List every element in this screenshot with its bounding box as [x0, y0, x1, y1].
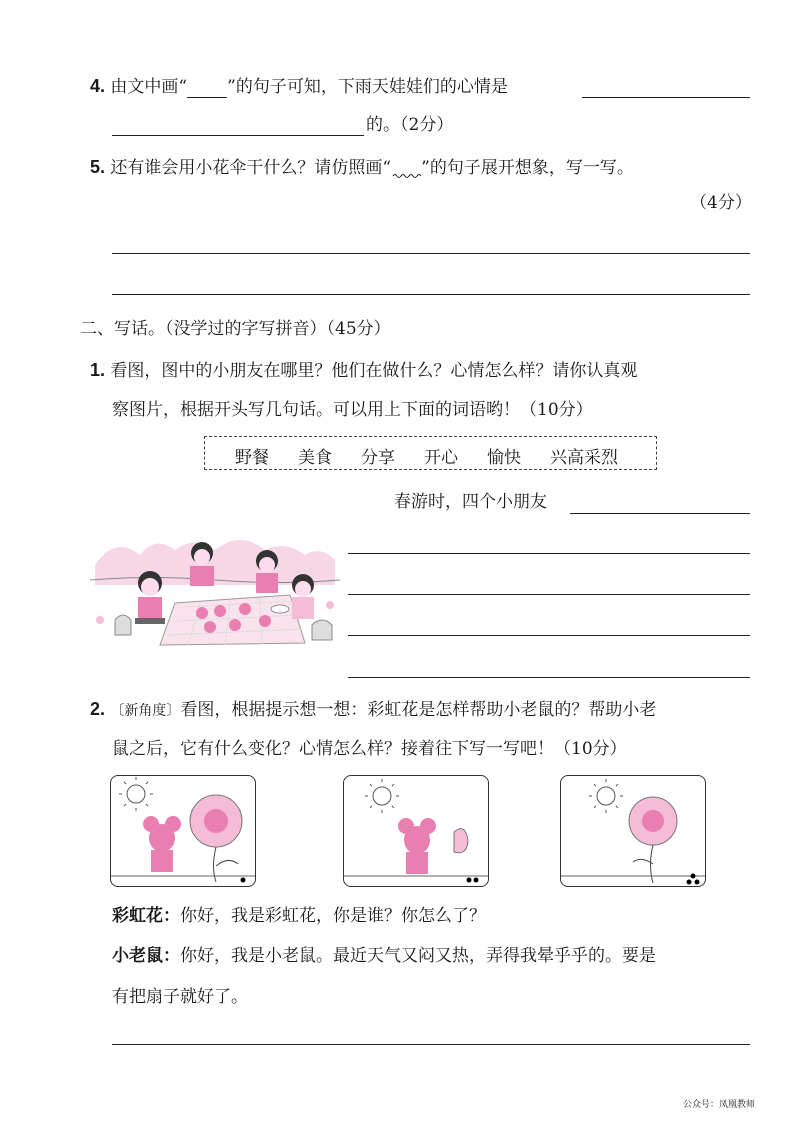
- question-text: 看图，图中的小朋友在哪里？他们在做什么？心情怎么样？请你认真观: [110, 361, 638, 381]
- underline-blank: [187, 79, 227, 98]
- word-item: 愉快: [487, 448, 521, 468]
- writing-1-line2: 察图片，根据开头写几句话。可以用上下面的词语哟！（10分）: [112, 400, 593, 420]
- question-text: ”的句子展开想象，写一写。: [421, 158, 634, 178]
- answer-line[interactable]: [348, 594, 750, 595]
- question-number: 5.: [90, 157, 106, 177]
- dialog-line-1: [112, 905, 486, 927]
- dialog-line-3: 有把扇子就好了。: [112, 987, 248, 1007]
- answer-line[interactable]: [348, 677, 750, 678]
- story-panel-1: [110, 775, 256, 887]
- panel-2-illustration: [344, 776, 489, 887]
- answer-line[interactable]: [348, 635, 750, 636]
- question-4-line1: [90, 75, 508, 98]
- speaker-label: 小老鼠：: [112, 946, 180, 966]
- story-panel-2: [343, 775, 489, 887]
- question-4-line2: 的。（2分）: [366, 115, 454, 135]
- writing-starter: 春游时，四个小朋友: [394, 492, 547, 512]
- word-bank: [204, 436, 657, 470]
- question-number: 4.: [90, 76, 106, 96]
- footer-text: 公众号：凤凰教师: [683, 1100, 756, 1110]
- answer-line[interactable]: [112, 1044, 750, 1045]
- answer-blank[interactable]: [112, 135, 364, 136]
- word-item: 开心: [424, 448, 458, 468]
- word-item: 兴高采烈: [550, 448, 618, 468]
- question-number: 1.: [90, 360, 106, 380]
- writing-2-line2: 鼠之后，它有什么变化？心情怎么样？接着往下写一写吧！（10分）: [112, 739, 627, 759]
- word-item: 野餐: [235, 448, 269, 468]
- dialog-text: 你好，我是彩虹花，你是谁？你怎么了？: [180, 906, 486, 926]
- story-panel-3: [560, 775, 706, 887]
- dialog-text: 你好，我是小老鼠。最近天气又闷又热，弄得我晕乎乎的。要是: [180, 946, 656, 966]
- answer-line[interactable]: [112, 253, 750, 254]
- question-text: 看图，根据提示想一想：彩虹花是怎样帮助小老鼠的？帮助小老: [180, 700, 657, 720]
- answer-blank[interactable]: [582, 97, 750, 98]
- new-angle-tag: 〔新角度〕: [110, 703, 181, 719]
- dialog-line-2: [112, 945, 656, 967]
- answer-line[interactable]: [112, 294, 750, 295]
- question-text: 还有谁会用小花伞干什么？请仿照画“: [110, 158, 392, 178]
- answer-blank[interactable]: [570, 513, 750, 514]
- section-title: 二、写话。（没学过的字写拼音）（45分）: [80, 319, 391, 339]
- question-number: 2.: [90, 699, 106, 719]
- question-score: （4分）: [690, 193, 752, 213]
- writing-2-line1: [90, 698, 656, 722]
- panel-1-illustration: [111, 776, 256, 887]
- speaker-label: 彩虹花：: [112, 906, 180, 926]
- answer-line[interactable]: [348, 553, 750, 554]
- panel-3-illustration: [561, 776, 706, 887]
- question-text: 由文中画“: [110, 77, 188, 97]
- word-item: 美食: [298, 448, 332, 468]
- writing-1-line1: [90, 359, 637, 382]
- question-text: ”的句子可知，下雨天娃娃们的心情是: [227, 77, 508, 97]
- question-5-line1: [90, 156, 634, 179]
- picnic-illustration: [90, 525, 340, 653]
- word-item: 分享: [361, 448, 395, 468]
- wavy-underline-icon: [391, 161, 421, 179]
